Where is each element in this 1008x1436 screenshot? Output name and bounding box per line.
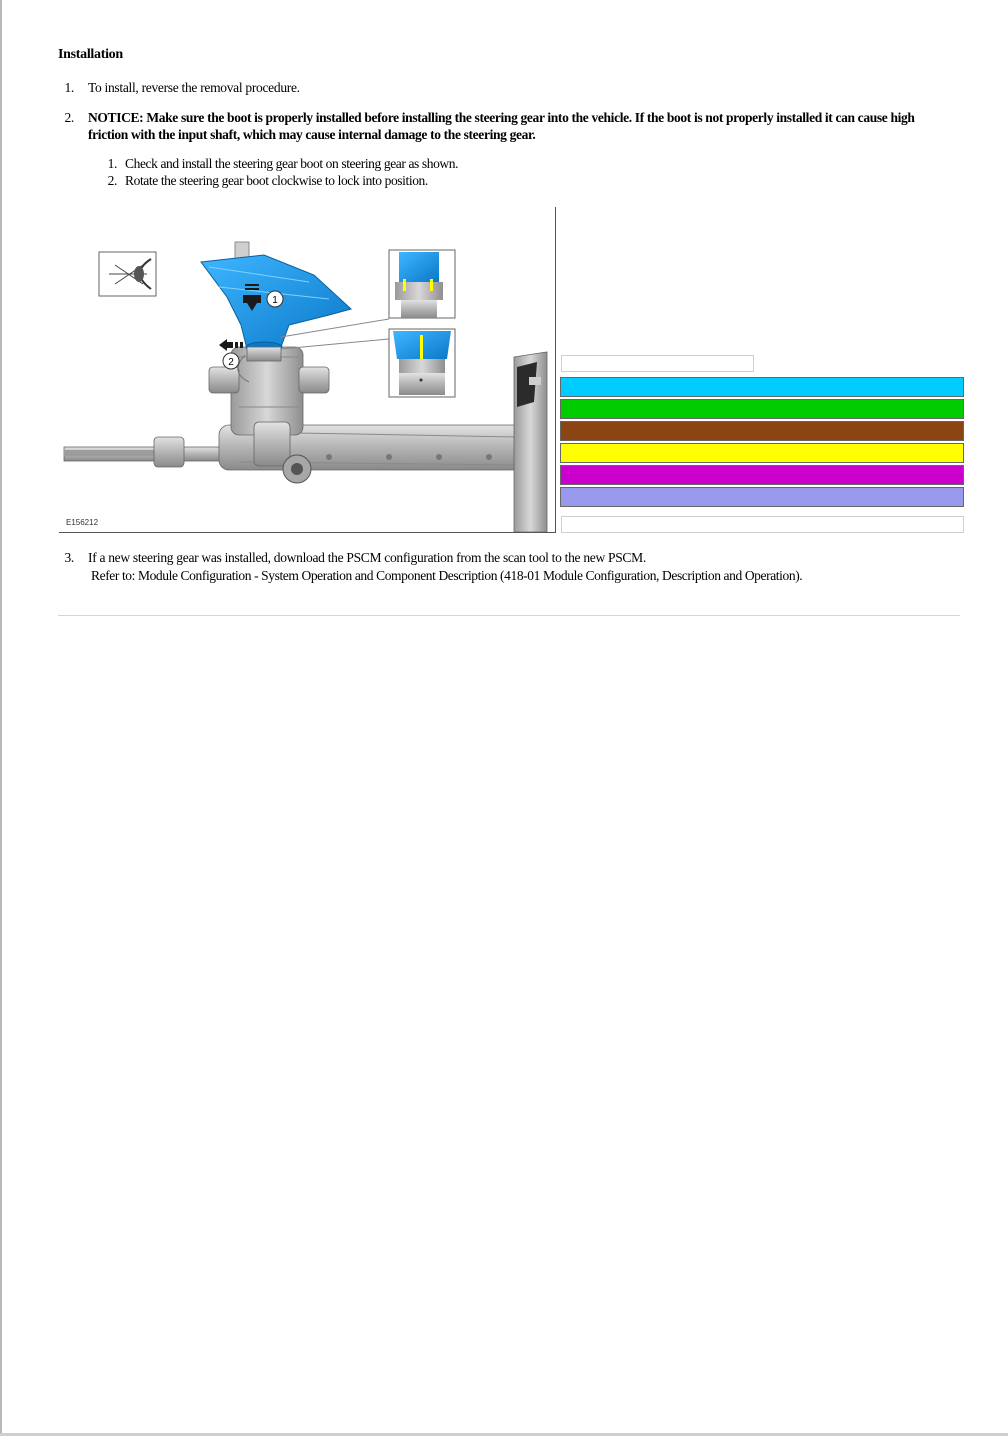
- reference-link[interactable]: Refer to: Module Configuration - System Operation and Component Description (418-01 Module Configuration, Description and Operation).: [91, 568, 803, 583]
- step-number: 2.: [64, 110, 74, 125]
- step-number: 1.: [64, 80, 74, 95]
- legend-swatch-brown: [560, 421, 964, 441]
- section-divider: [58, 615, 960, 616]
- legend-footer-frame: [561, 516, 964, 533]
- svg-text:2: 2: [228, 357, 234, 368]
- detail-inset-bottom: [389, 329, 455, 397]
- steering-gear-illustration: [59, 207, 555, 532]
- svg-text:1: 1: [272, 295, 278, 306]
- substep-number: 1.: [107, 156, 117, 171]
- callout-2: [223, 353, 239, 369]
- substep-text: Check and install the steering gear boot on steering gear as shown.: [125, 156, 459, 171]
- mounting-bracket: [514, 352, 547, 532]
- step-text: If a new steering gear was installed, download the PSCM configuration from the scan tool to the new PSCM.: [88, 550, 646, 565]
- substep-number: 2.: [107, 173, 117, 188]
- legend-swatch-magenta: [560, 465, 964, 485]
- section-heading: Installation: [58, 47, 123, 62]
- legend-swatch-yellow: [560, 443, 964, 463]
- eye-view-icon: [99, 252, 156, 296]
- steering-gear-figure: [59, 207, 556, 533]
- legend-header-frame: [561, 355, 754, 372]
- callout-1: [267, 291, 283, 307]
- legend-swatch-green: [560, 399, 964, 419]
- page-left-border: [0, 0, 2, 1436]
- legend-swatch-lavender: [560, 487, 964, 507]
- step-number: 3.: [64, 550, 74, 565]
- step-text: To install, reverse the removal procedure.: [88, 80, 300, 95]
- substep-text: Rotate the steering gear boot clockwise to lock into position.: [125, 173, 428, 188]
- detail-inset-top: [389, 250, 455, 318]
- legend-swatch-cyan: [560, 377, 964, 397]
- figure-id: E156212: [66, 518, 99, 527]
- notice-text: NOTICE: Make sure the boot is properly installed before installing the steering gear into the vehicle. If the boot is not properly installed it can cause high friction with the input shaft, which may cause internal damage to the steering gear.: [88, 110, 915, 142]
